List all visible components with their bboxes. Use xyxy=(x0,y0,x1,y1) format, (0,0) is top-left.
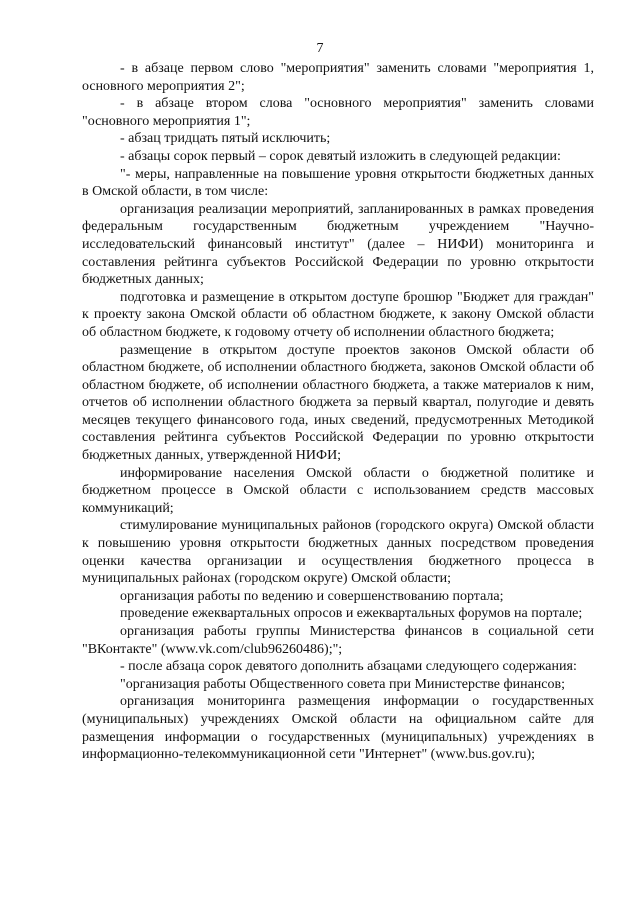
paragraph-12: проведение ежеквартальных опросов и ежеквартальных форумов на портале; xyxy=(120,606,583,622)
paragraph-6: организация реализации мероприятий, запланированных в рамках проведения федеральным государственным бюджетным учреждением "Научно-исследовательский финансовый институт" (далее – НИФИ) мониторинга и составления рейтинга субъектов Российской Федерации по уровню открытости бюджетных данных; xyxy=(82,201,594,288)
paragraph-3: - абзац тридцать пятый исключить; xyxy=(120,131,331,147)
page-number: 7 xyxy=(316,41,324,56)
paragraph-1: - в абзаце первом слово "мероприятия" заменить словами "мероприятия 1, основного мероприятия 2"; xyxy=(82,61,594,94)
document-body xyxy=(82,60,594,764)
paragraph-15: "организация работы Общественного совета при Министерстве финансов; xyxy=(120,676,565,692)
paragraph-2: - в абзаце втором слова "основного мероприятия" заменить словами "основного мероприятия 1"; xyxy=(82,96,594,129)
paragraph-9: информирование населения Омской области о бюджетной политике и бюджетном процессе в Омской области с использованием средств массовых коммуникаций; xyxy=(82,465,594,516)
paragraph-16: организация мониторинга размещения информации о государственных (муниципальных) учреждениях Омской области на официальном сайте для размещения информации о государственных (муниципальных) учреждениях в информационно-телекоммуникационной сети "Интернет" (www.bus.gov.ru); xyxy=(82,694,594,763)
paragraph-13: организация работы группы Министерства финансов в социальной сети "ВКонтакте" (www.vk.com/club96260486);"; xyxy=(82,624,594,657)
paragraph-4: - абзацы сорок первый – сорок девятый изложить в следующей редакции: xyxy=(120,148,561,164)
paragraph-7: подготовка и размещение в открытом доступе брошюр "Бюджет для граждан" к проекту закона Омской области об областном бюджете, к закону Омской области об областном бюджете, к годовому отчету об исполнении областного бюджета; xyxy=(82,289,594,340)
paragraph-10: стимулирование муниципальных районов (городского округа) Омской области к повышению уровня открытости бюджетных данных посредством проведения оценки качества организации и осуществления бюджетного процесса в муниципальных районах (городском округе) Омской области; xyxy=(82,518,594,587)
paragraph-11: организация работы по ведению и совершенствованию портала; xyxy=(120,588,504,604)
paragraph-8: размещение в открытом доступе проектов законов Омской области об областном бюджете, об исполнении областного бюджета, законов Омской области об областном бюджете, об исполнении областного бюджета, а также материалов к ним, отчетов об исполнении областного бюджета за первый квартал, полугодие и девять месяцев текущего финансового года, иных сведений, предусмотренных Методикой составления рейтинга субъектов Российской Федерации по уровню открытости бюджетных данных, утвержденной НИФИ; xyxy=(82,342,594,464)
paragraph-5: "- меры, направленные на повышение уровня открытости бюджетных данных в Омской области, в том числе: xyxy=(82,166,594,200)
paragraph-14: - после абзаца сорок девятого дополнить абзацами следующего содержания: xyxy=(120,659,577,675)
